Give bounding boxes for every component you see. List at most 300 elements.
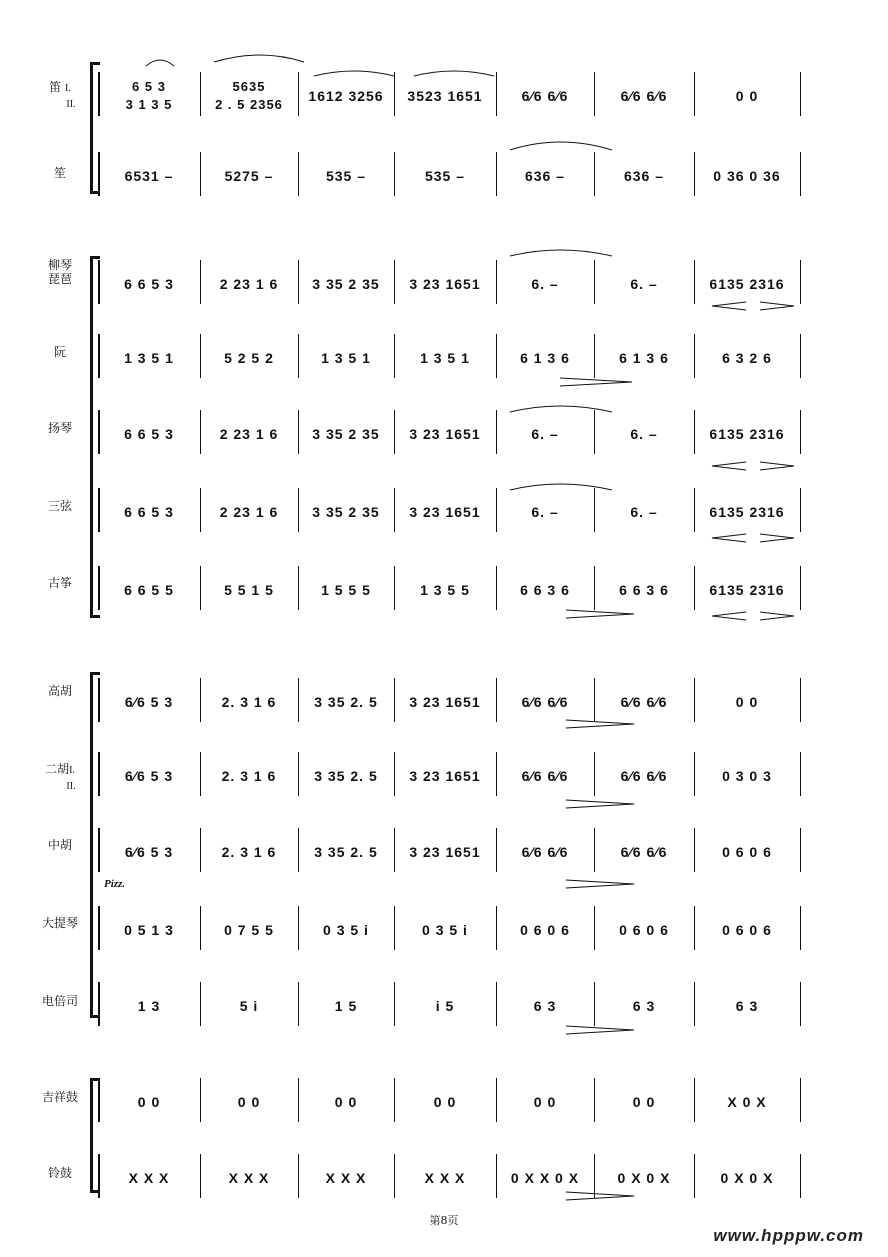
measure <box>302 1082 390 1122</box>
barline <box>200 152 201 196</box>
measure <box>204 986 294 1026</box>
measure <box>204 338 294 378</box>
staff-row <box>98 76 804 116</box>
notation-text: 2 23 1 6 <box>219 426 279 442</box>
barline <box>98 1078 100 1122</box>
notation-text: 0 0 <box>533 1094 557 1110</box>
instrument-label-gaohu: 高胡 <box>47 684 72 698</box>
instrument-label-tambourine: 铃鼓 <box>47 1166 72 1180</box>
hairpin <box>566 1026 634 1034</box>
instrument-label-guzheng: 古筝 <box>47 576 72 590</box>
notation-text: 0 6 0 6 <box>722 922 772 938</box>
barline <box>800 260 801 304</box>
notation-text: 2 . 5 2356 <box>215 97 283 112</box>
measure <box>398 414 492 454</box>
measure <box>598 338 690 378</box>
barline <box>694 1078 695 1122</box>
notation-text: 6∕6 6∕6 <box>620 844 668 860</box>
barline <box>496 906 497 950</box>
barline <box>694 152 695 196</box>
barline <box>200 828 201 872</box>
notation-text: 3 35 2 35 <box>312 426 380 442</box>
notation-text: 3 23 1651 <box>409 768 481 784</box>
barline <box>200 410 201 454</box>
barline <box>800 334 801 378</box>
notation-text: i 5 <box>435 998 455 1014</box>
measure <box>204 910 294 950</box>
barline <box>594 152 595 196</box>
notation-text: 3 35 2 35 <box>312 276 380 292</box>
measure <box>500 492 590 532</box>
measure <box>102 156 196 196</box>
notation-text: 0 6 0 6 <box>520 922 570 938</box>
measure <box>698 832 796 872</box>
notation-text: 6∕6 5 3 <box>124 694 174 710</box>
measure <box>102 910 196 950</box>
notation-text: 6135 2316 <box>709 582 785 598</box>
notation-text: 6∕6 5 3 <box>124 768 174 784</box>
barline <box>98 828 100 872</box>
notation-text: 6135 2316 <box>709 276 785 292</box>
measure <box>204 76 294 116</box>
notation-text: 6531 – <box>124 168 174 184</box>
hairpin <box>560 378 632 386</box>
barline <box>594 566 595 610</box>
measure <box>302 1158 390 1198</box>
barline <box>298 828 299 872</box>
notation-text: 0 6 0 6 <box>619 922 669 938</box>
notation-text: 0 0 <box>632 1094 656 1110</box>
barline <box>496 1078 497 1122</box>
notation-text: 0 X X 0 X <box>510 1170 580 1186</box>
notation-text: 636 – <box>623 168 665 184</box>
instrument-label-zhonghu: 中胡 <box>47 838 72 852</box>
measure <box>398 76 492 116</box>
barline <box>694 410 695 454</box>
barline <box>694 678 695 722</box>
barline <box>800 828 801 872</box>
instrument-label-di: 笛 I. II. <box>49 80 76 110</box>
barline <box>800 752 801 796</box>
barline <box>298 260 299 304</box>
staff-row <box>98 756 804 796</box>
notation-text: 0 3 0 3 <box>722 768 772 784</box>
measure <box>102 414 196 454</box>
notation-text: 6∕6 6∕6 <box>620 88 668 104</box>
measure <box>204 156 294 196</box>
notation-text: 6. – <box>630 276 658 292</box>
barline <box>394 488 395 532</box>
instrument-label-jixiang-drum: 吉祥鼓 <box>41 1090 78 1104</box>
notation-text: 6∕6 6∕6 <box>521 694 569 710</box>
measure <box>204 1158 294 1198</box>
barline <box>496 152 497 196</box>
notation-text: 3 1 3 5 <box>125 97 173 112</box>
staff-row <box>98 832 804 872</box>
barline <box>200 1078 201 1122</box>
staff-row <box>98 414 804 454</box>
measure <box>398 682 492 722</box>
notation-text: 3 23 1651 <box>409 276 481 292</box>
measure <box>102 338 196 378</box>
slur <box>510 250 612 256</box>
measure <box>698 338 796 378</box>
barline <box>496 1154 497 1198</box>
measure <box>500 414 590 454</box>
measure <box>598 156 690 196</box>
hairpin <box>712 612 746 620</box>
notation-text: 0 X 0 X <box>617 1170 671 1186</box>
notation-text: 0 7 5 5 <box>224 922 274 938</box>
hairpin <box>760 534 794 542</box>
measure <box>102 492 196 532</box>
system-bracket-strings <box>90 672 93 1018</box>
notation-text: 535 – <box>424 168 466 184</box>
barline <box>800 488 801 532</box>
notation-text: 6 3 <box>632 998 656 1014</box>
barline <box>800 410 801 454</box>
barline <box>200 488 201 532</box>
system-bracket-plucked <box>90 256 93 618</box>
measure <box>398 156 492 196</box>
measure <box>698 682 796 722</box>
notation-text: 6 6 5 3 <box>124 504 174 520</box>
barline <box>594 1154 595 1198</box>
measure <box>204 264 294 304</box>
barline <box>800 678 801 722</box>
notation-text: 3 23 1651 <box>409 844 481 860</box>
hairpin <box>760 612 794 620</box>
measure <box>598 832 690 872</box>
notation-text: 1 5 <box>334 998 358 1014</box>
measure <box>698 76 796 116</box>
staff-row <box>98 1158 804 1198</box>
measure <box>598 492 690 532</box>
notation-text: 5635 <box>232 79 266 94</box>
measure <box>598 570 690 610</box>
staff-row <box>98 492 804 532</box>
barline <box>298 410 299 454</box>
measure <box>698 570 796 610</box>
measure <box>302 76 390 116</box>
barline <box>200 566 201 610</box>
barline <box>594 678 595 722</box>
staff-row <box>98 570 804 610</box>
measure <box>500 76 590 116</box>
barline <box>800 152 801 196</box>
barline <box>394 982 395 1026</box>
barline <box>496 488 497 532</box>
notation-text: 1 3 5 5 <box>420 582 470 598</box>
barline <box>200 260 201 304</box>
staff-row <box>98 910 804 950</box>
notation-text: 6∕6 6∕6 <box>521 768 569 784</box>
notation-text: 5275 – <box>224 168 274 184</box>
barline <box>98 752 100 796</box>
barline <box>594 410 595 454</box>
barline <box>496 828 497 872</box>
measure <box>302 414 390 454</box>
notation-text: X 0 X <box>727 1094 767 1110</box>
barline <box>200 982 201 1026</box>
notation-text: 5 5 1 5 <box>224 582 274 598</box>
notation-text: 6 3 2 6 <box>722 350 772 366</box>
staff-row <box>98 1082 804 1122</box>
barline <box>496 334 497 378</box>
measure <box>500 1082 590 1122</box>
barline <box>694 334 695 378</box>
notation-text: 0 5 1 3 <box>124 922 174 938</box>
notation-text: 6∕6 6∕6 <box>521 844 569 860</box>
measure <box>698 156 796 196</box>
slur <box>214 55 304 62</box>
barline <box>594 906 595 950</box>
notation-text: 0 3 5 i <box>323 922 369 938</box>
measure <box>598 264 690 304</box>
notation-text: 6. – <box>630 504 658 520</box>
notation-text: 5 2 5 2 <box>224 350 274 366</box>
barline <box>594 828 595 872</box>
notation-text: 3 23 1651 <box>409 426 481 442</box>
barline <box>394 152 395 196</box>
notation-text: X X X <box>325 1170 367 1186</box>
measure <box>302 682 390 722</box>
notation-text: 636 – <box>524 168 566 184</box>
barline <box>594 488 595 532</box>
notation-text: 6∕6 6∕6 <box>620 768 668 784</box>
barline <box>800 1078 801 1122</box>
measure <box>302 492 390 532</box>
measure <box>302 264 390 304</box>
barline <box>496 752 497 796</box>
instrument-label-yangqin: 扬琴 <box>47 421 72 435</box>
barline <box>800 72 801 116</box>
measure <box>500 986 590 1026</box>
bracket-cap <box>90 62 100 65</box>
barline <box>800 982 801 1026</box>
watermark: www.hpppw.com <box>713 1226 864 1245</box>
notation-text: 6135 2316 <box>709 504 785 520</box>
measure <box>302 756 390 796</box>
barline <box>394 260 395 304</box>
measure <box>204 414 294 454</box>
staff-row <box>98 338 804 378</box>
barline <box>98 410 100 454</box>
notation-text: 2. 3 1 6 <box>221 844 277 860</box>
barline <box>298 982 299 1026</box>
measure <box>698 1158 796 1198</box>
barline <box>394 334 395 378</box>
notation-text: 1 3 5 1 <box>420 350 470 366</box>
barline <box>200 334 201 378</box>
measure <box>500 832 590 872</box>
measure <box>102 76 196 116</box>
notation-text: 6 6 3 6 <box>520 582 570 598</box>
instrument-label-sheng: 笙 <box>53 166 66 180</box>
notation-text: 6 1 3 6 <box>619 350 669 366</box>
notation-text: 6 6 5 3 <box>124 276 174 292</box>
barline <box>800 906 801 950</box>
measure <box>500 156 590 196</box>
measure <box>398 910 492 950</box>
barline <box>298 334 299 378</box>
barline <box>394 1154 395 1198</box>
measure <box>500 338 590 378</box>
barline <box>98 260 100 304</box>
barline <box>694 72 695 116</box>
hairpin <box>760 462 794 470</box>
measure <box>598 682 690 722</box>
notation-text: 6 3 <box>735 998 759 1014</box>
barline <box>496 566 497 610</box>
notation-text: 6 6 5 3 <box>124 426 174 442</box>
notation-text: X X X <box>128 1170 170 1186</box>
barline <box>98 982 100 1026</box>
notation-text: 0 0 <box>433 1094 457 1110</box>
measure <box>698 910 796 950</box>
notation-text: 1 3 <box>137 998 161 1014</box>
measure <box>102 570 196 610</box>
notation-text: 3 35 2. 5 <box>314 844 378 860</box>
instrument-label-liuqin-pipa: 柳琴 琵琶 <box>47 258 72 286</box>
hairpin <box>712 462 746 470</box>
notation-text: 1 5 5 5 <box>321 582 371 598</box>
notation-text: X X X <box>228 1170 270 1186</box>
measure <box>102 1158 196 1198</box>
barline <box>298 906 299 950</box>
notation-text: 1 3 5 1 <box>124 350 174 366</box>
measure <box>398 832 492 872</box>
measure <box>398 1158 492 1198</box>
measure <box>398 338 492 378</box>
measure <box>398 264 492 304</box>
measure <box>698 264 796 304</box>
barline <box>98 152 100 196</box>
measure <box>598 1082 690 1122</box>
barline <box>694 906 695 950</box>
barline <box>298 488 299 532</box>
bracket-cap <box>90 615 100 618</box>
measure <box>500 756 590 796</box>
bracket-cap <box>90 256 100 259</box>
measure <box>102 682 196 722</box>
barline <box>694 828 695 872</box>
barline <box>98 906 100 950</box>
notation-text: 0 6 0 6 <box>722 844 772 860</box>
notation-text: 6. – <box>630 426 658 442</box>
barline <box>800 1154 801 1198</box>
barline <box>298 566 299 610</box>
measure <box>500 570 590 610</box>
hairpin <box>566 610 634 618</box>
notation-text: 6. – <box>531 504 559 520</box>
measure <box>204 756 294 796</box>
slur <box>510 484 612 490</box>
notation-text: 3 35 2. 5 <box>314 694 378 710</box>
measure <box>302 156 390 196</box>
barline <box>394 752 395 796</box>
notation-text: 6∕6 6∕6 <box>521 88 569 104</box>
measure <box>102 756 196 796</box>
barline <box>694 1154 695 1198</box>
measure <box>302 986 390 1026</box>
barline <box>594 1078 595 1122</box>
notation-text: 6 6 3 6 <box>619 582 669 598</box>
notation-text: 6 6 5 5 <box>124 582 174 598</box>
barline <box>298 1154 299 1198</box>
barline <box>98 334 100 378</box>
measure <box>398 756 492 796</box>
barline <box>98 1154 100 1198</box>
notation-text: 2 23 1 6 <box>219 276 279 292</box>
barline <box>394 828 395 872</box>
barline <box>496 410 497 454</box>
notation-text: 5 i <box>239 998 259 1014</box>
slur <box>510 406 612 412</box>
barline <box>98 678 100 722</box>
notation-text: 0 36 0 36 <box>713 168 781 184</box>
system-bracket-percussion <box>90 1078 93 1193</box>
barline <box>200 906 201 950</box>
notation-text: 0 0 <box>735 88 759 104</box>
barline <box>496 72 497 116</box>
instrument-label-ruan: 阮 <box>53 345 66 359</box>
barline <box>694 488 695 532</box>
measure <box>398 492 492 532</box>
barline <box>298 72 299 116</box>
bracket-cap <box>90 672 100 675</box>
barline <box>298 152 299 196</box>
notation-text: 2. 3 1 6 <box>221 694 277 710</box>
barline <box>394 410 395 454</box>
barline <box>394 678 395 722</box>
notation-text: 0 3 5 i <box>422 922 468 938</box>
measure <box>698 756 796 796</box>
staff-row <box>98 986 804 1026</box>
notation-text: 0 0 <box>237 1094 261 1110</box>
notation-text: 0 0 <box>735 694 759 710</box>
barline <box>394 1078 395 1122</box>
staff-row <box>98 682 804 722</box>
measure <box>598 414 690 454</box>
instrument-label-erhu: 二胡I. II. <box>45 762 76 792</box>
instrument-label-sanxian: 三弦 <box>47 499 72 513</box>
measure <box>598 756 690 796</box>
notation-text: 2 23 1 6 <box>219 504 279 520</box>
barline <box>594 260 595 304</box>
barline <box>594 334 595 378</box>
notation-text: 6∕6 6∕6 <box>620 694 668 710</box>
hairpin <box>712 534 746 542</box>
notation-text: 1 3 5 1 <box>321 350 371 366</box>
measure <box>204 570 294 610</box>
notation-text: 6∕6 5 3 <box>124 844 174 860</box>
measure <box>698 986 796 1026</box>
measure <box>698 1082 796 1122</box>
page-number: 第8页 <box>429 1214 459 1227</box>
notation-text: 0 0 <box>334 1094 358 1110</box>
barline <box>694 752 695 796</box>
measure <box>398 986 492 1026</box>
notation-text: 3523 1651 <box>407 88 483 104</box>
staff-row <box>98 156 804 196</box>
notation-text: 3 23 1651 <box>409 504 481 520</box>
measure <box>102 264 196 304</box>
barline <box>394 72 395 116</box>
staff-row <box>98 264 804 304</box>
barline <box>298 1078 299 1122</box>
barline <box>496 678 497 722</box>
